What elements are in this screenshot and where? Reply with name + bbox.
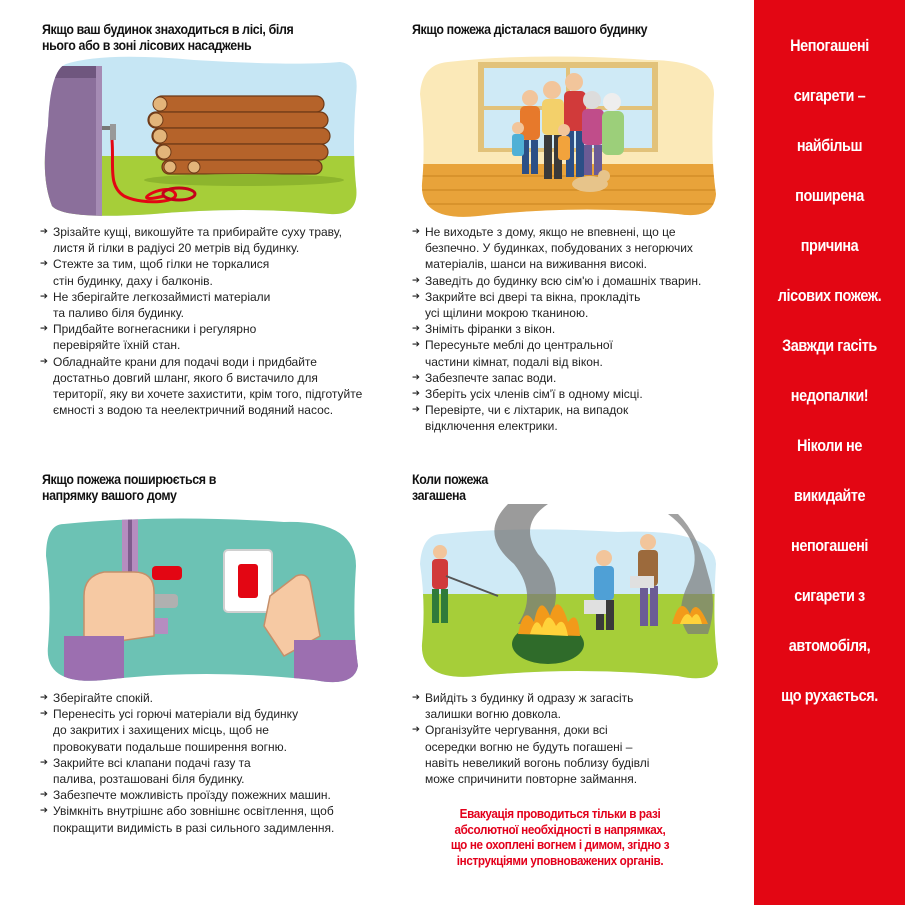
bullet-list-fire-extinguished [412, 690, 752, 787]
section-title: Коли пожежа загашена [412, 472, 488, 503]
sidebar-line: поширена [795, 186, 864, 205]
list-item: ➔ Перенесіть усі горючі матеріали від будинку до закритих і захищених місць, щоб не провокувати подальше поширення вогню. [40, 706, 380, 755]
red-sidebar [754, 0, 905, 905]
list-item: ➔ Зберіть усіх членів сім'ї в одному місці. [412, 386, 752, 402]
list-item: ➔ Закрийте всі двері та вікна, прокладіть усі щілини мокрою тканиною. [412, 289, 752, 321]
sidebar-line: сигарети з [794, 586, 865, 605]
list-item: ➔ Не виходьте з дому, якщо не впевнені, що це безпечно. У будинках, побудованих з негорючих матеріалів, шанси на виживання високі. [412, 224, 752, 273]
sidebar-line: сигарети – [793, 86, 866, 105]
section-title: Якщо пожежа дісталася вашого будинку [412, 22, 648, 37]
list-item: ➔ Забезпечте можливість проїзду пожежних машин. [40, 787, 380, 803]
house-garden-illustration [44, 56, 358, 218]
list-item: ➔ Закрийте всі клапани подачі газу та палива, розташовані біля будинку. [40, 755, 380, 787]
sidebar-line: Ніколи не [797, 436, 862, 455]
list-item: ➔ Забезпечте запас води. [412, 370, 752, 386]
gas-valve-switch-illustration [44, 516, 360, 686]
list-item: ➔ Зрізайте кущі, викошуйте та прибирайте суху траву, листя й гілки в радіусі 20 метрів від будинку. [40, 224, 380, 256]
list-item: ➔ Стежте за тим, щоб гілки не торкалися стін будинку, даху і балконів. [40, 256, 380, 288]
bullet-list-fire-reached-house [412, 224, 752, 435]
list-item: ➔ Пересуньте меблі до центральної частини кімнат, подалі від вікон. [412, 337, 752, 369]
evacuation-warning: Евакуація проводиться тільки в разі абсолютної необхідності в напрямках, що не охоплені вогнем і димом, згідно з інструкціями уповноважених органів. [450, 806, 670, 868]
list-item: ➔ Зніміть фіранки з вікон. [412, 321, 752, 337]
list-item: ➔ Організуйте чергування, доки всі осередки вогню не будуть погашені – навіть невеликий вогонь поблизу будівлі може спричинити повторне займання. [412, 722, 752, 787]
sidebar-line: непогашені [791, 536, 868, 555]
bullet-list-forest-house [40, 224, 380, 418]
list-item: ➔ Вийдіть з будинку й одразу ж загасіть залишки вогню довкола. [412, 690, 752, 722]
extinguishing-fires-illustration [418, 504, 720, 682]
list-item: ➔ Не зберігайте легкозаймисті матеріали та паливо біля будинку. [40, 289, 380, 321]
list-item: ➔ Заведіть до будинку всю сім'ю і домашніх тварин. [412, 273, 752, 289]
bullet-list-fire-approaching [40, 690, 380, 836]
sidebar-line: лісових пожеж. [777, 286, 882, 305]
sidebar-line: автомобіля, [788, 636, 871, 655]
sidebar-line: причина [800, 236, 859, 255]
section-title: Якщо ваш будинок знаходиться в лісі, біля нього або в зоні лісових насаджень [42, 22, 294, 53]
sidebar-line: найбільш [796, 136, 863, 155]
sidebar-line: що рухається. [781, 686, 878, 705]
family-indoors-illustration [418, 54, 718, 220]
list-item: ➔ Перевірте, чи є ліхтарик, на випадок відключення електрики. [412, 402, 752, 434]
list-item: ➔ Придбайте вогнегасники і регулярно перевіряйте їхній стан. [40, 321, 380, 353]
sidebar-line: викидайте [793, 486, 866, 505]
sidebar-line: Завжди гасіть [782, 336, 877, 355]
sidebar-line: Непогашені [790, 36, 869, 55]
sidebar-line: недопалки! [790, 386, 869, 405]
list-item: ➔ Обладнайте крани для подачі води і придбайте достатньо довгий шланг, якого б вистачило для території, яку ви хочете захистити, крім того, підготуйте ємності з водою та неелектричний водяний насос. [40, 354, 380, 419]
list-item: ➔ Увімкніть внутрішнє або зовнішнє освітлення, щоб покращити видимість в разі сильного задимлення. [40, 803, 380, 835]
section-title: Якщо пожежа поширюється в напрямку вашого дому [42, 472, 217, 503]
list-item: ➔ Зберігайте спокій. [40, 690, 380, 706]
